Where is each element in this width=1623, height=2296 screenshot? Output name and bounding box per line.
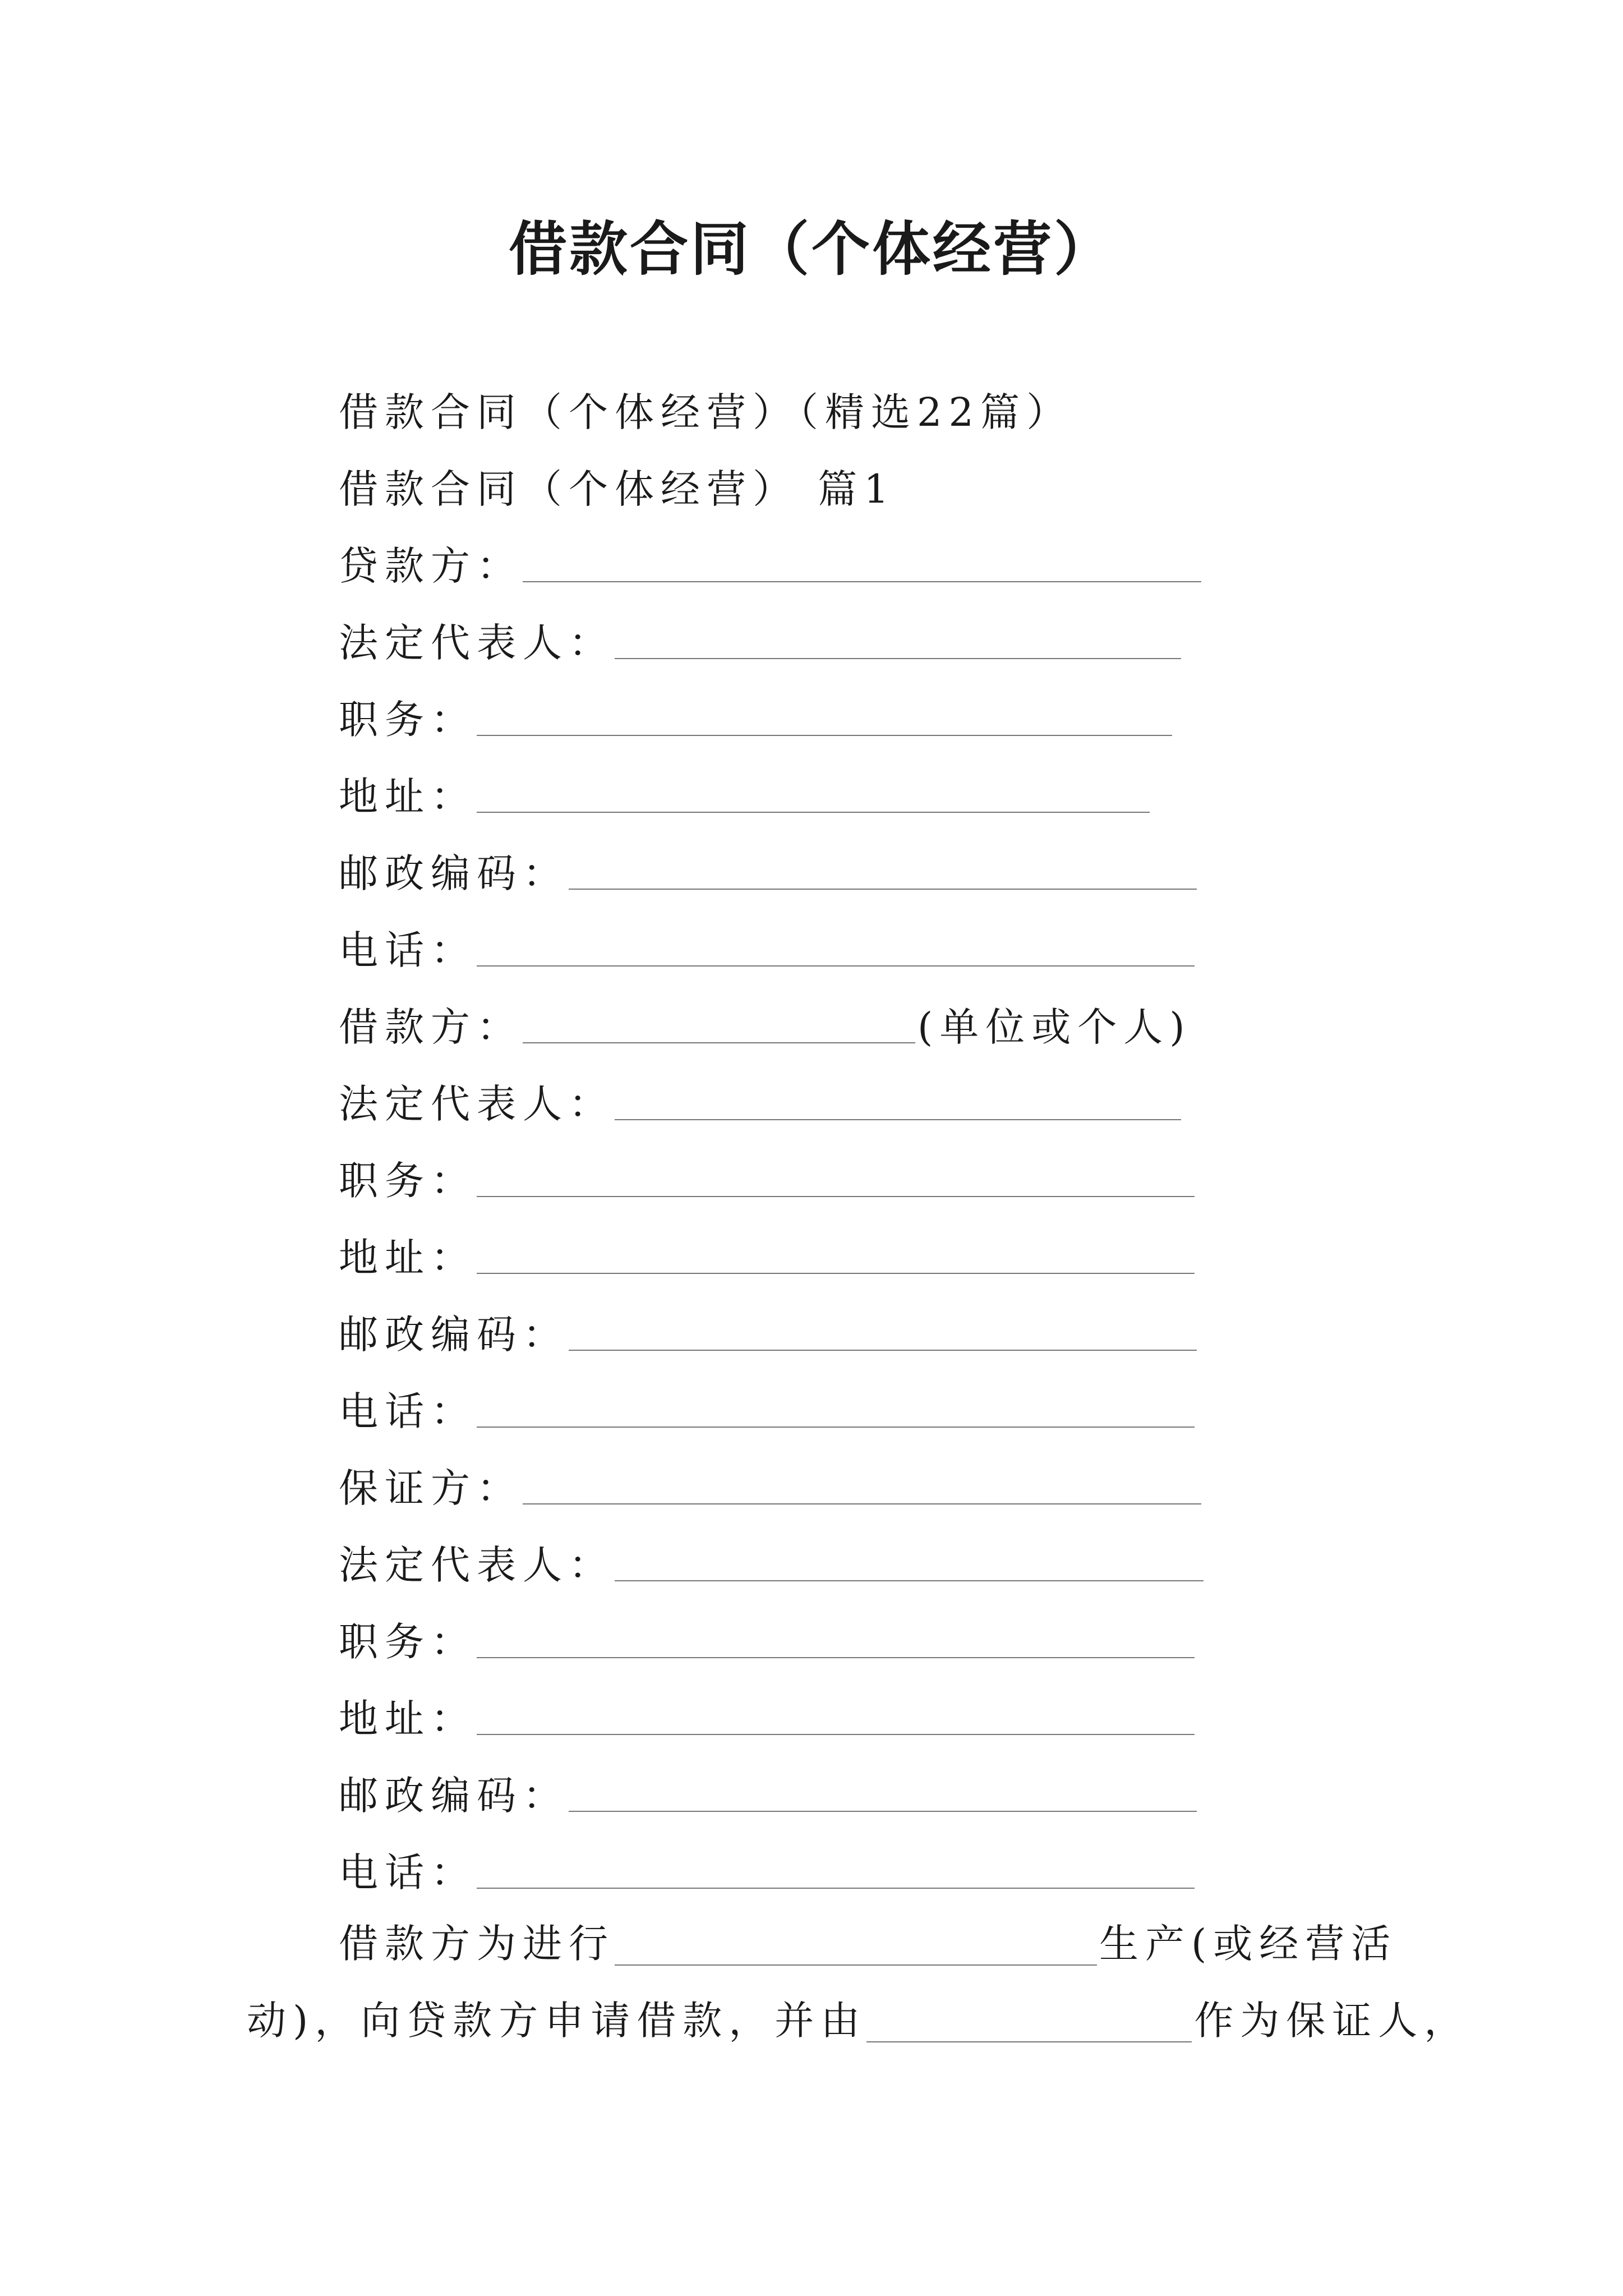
lender-phone-field[interactable] [477,933,1195,967]
lender-postcode-row [339,831,1199,896]
body-line-1 [339,1907,1397,1969]
guarantor-postcode-field[interactable] [569,1778,1197,1812]
lender-postcode-label: 邮政编码： [339,850,569,896]
borrower-name-label: 借款方： [339,1004,523,1050]
lender-name-field[interactable] [523,549,1201,582]
borrower-phone-field[interactable] [477,1394,1195,1428]
guarantor-name-label: 保证方： [339,1465,523,1511]
borrower-position-field[interactable] [477,1163,1195,1197]
borrower-address-row [339,1216,1197,1281]
borrower-position-row [339,1139,1197,1204]
body-line-2-text-b: 作为保证人， [1194,1998,1470,2044]
borrower-postcode-row [339,1292,1199,1358]
guarantor-rep-field[interactable] [615,1548,1204,1581]
guarantor-postcode-row [339,1754,1199,1819]
lender-rep-row [339,601,1183,666]
lender-address-field[interactable] [477,779,1150,813]
guarantor-phone-label: 电话： [339,1849,477,1895]
lender-position-row [339,678,1174,743]
guarantor-postcode-label: 邮政编码： [339,1773,569,1819]
lender-phone-label: 电话： [339,927,477,973]
lender-position-field[interactable] [477,702,1172,736]
borrower-name-field[interactable] [523,1010,915,1043]
guarantor-position-label: 职务： [339,1619,477,1665]
body-line-1-text-b: 生产(或经营活 [1099,1921,1398,1967]
section-heading-text: 借款合同（个体经营） 篇1 [339,466,896,512]
lender-address-row [339,754,1152,820]
lender-address-label: 地址： [339,774,477,820]
lender-name-label: 贷款方： [339,543,523,589]
guarantor-rep-row [339,1523,1206,1588]
subtitle [339,370,1073,435]
subtitle-text: 借款合同（个体经营）（精选22篇） [339,389,1073,435]
production-field[interactable] [615,1932,1097,1966]
lender-postcode-field[interactable] [569,856,1197,890]
borrower-phone-label: 电话： [339,1388,477,1434]
body-line-1-text-a: 借款方为进行 [339,1921,615,1967]
body-line-2-text-a: 动)，向贷款方申请借款，并由 [247,1998,867,2044]
guarantor-address-row [339,1677,1197,1742]
guarantor-name-field[interactable] [523,1471,1201,1504]
borrower-position-label: 职务： [339,1158,477,1204]
lender-phone-row [339,908,1197,973]
guarantor-position-field[interactable] [477,1625,1195,1658]
borrower-rep-field[interactable] [615,1087,1181,1120]
lender-position-label: 职务： [339,697,477,743]
borrower-rep-label: 法定代表人： [339,1081,615,1127]
guarantor-rep-label: 法定代表人： [339,1542,615,1588]
document-title: 借款合同（个体经营） [508,214,1114,283]
guarantor-address-field[interactable] [477,1701,1195,1735]
borrower-name-row [339,985,1192,1050]
borrower-name-suffix: (单位或个人) [917,1004,1192,1050]
guarantor-position-row [339,1600,1197,1665]
borrower-rep-row [339,1062,1183,1127]
lender-name-row [339,524,1204,589]
guarantor-name-row [339,1446,1204,1511]
borrower-address-label: 地址： [339,1235,477,1281]
borrower-postcode-label: 邮政编码： [339,1312,569,1358]
lender-rep-label: 法定代表人： [339,620,615,666]
section-heading [339,447,896,512]
guarantor-phone-field[interactable] [477,1855,1195,1889]
guarantor-phone-row [339,1830,1197,1895]
guarantor-address-label: 地址： [339,1696,477,1742]
lender-rep-field[interactable] [615,625,1181,659]
body-line-2 [247,1984,1470,2046]
borrower-phone-row [339,1369,1197,1434]
guarantor-inline-field[interactable] [866,2009,1192,2042]
borrower-address-field[interactable] [477,1240,1195,1274]
borrower-postcode-field[interactable] [569,1317,1197,1351]
